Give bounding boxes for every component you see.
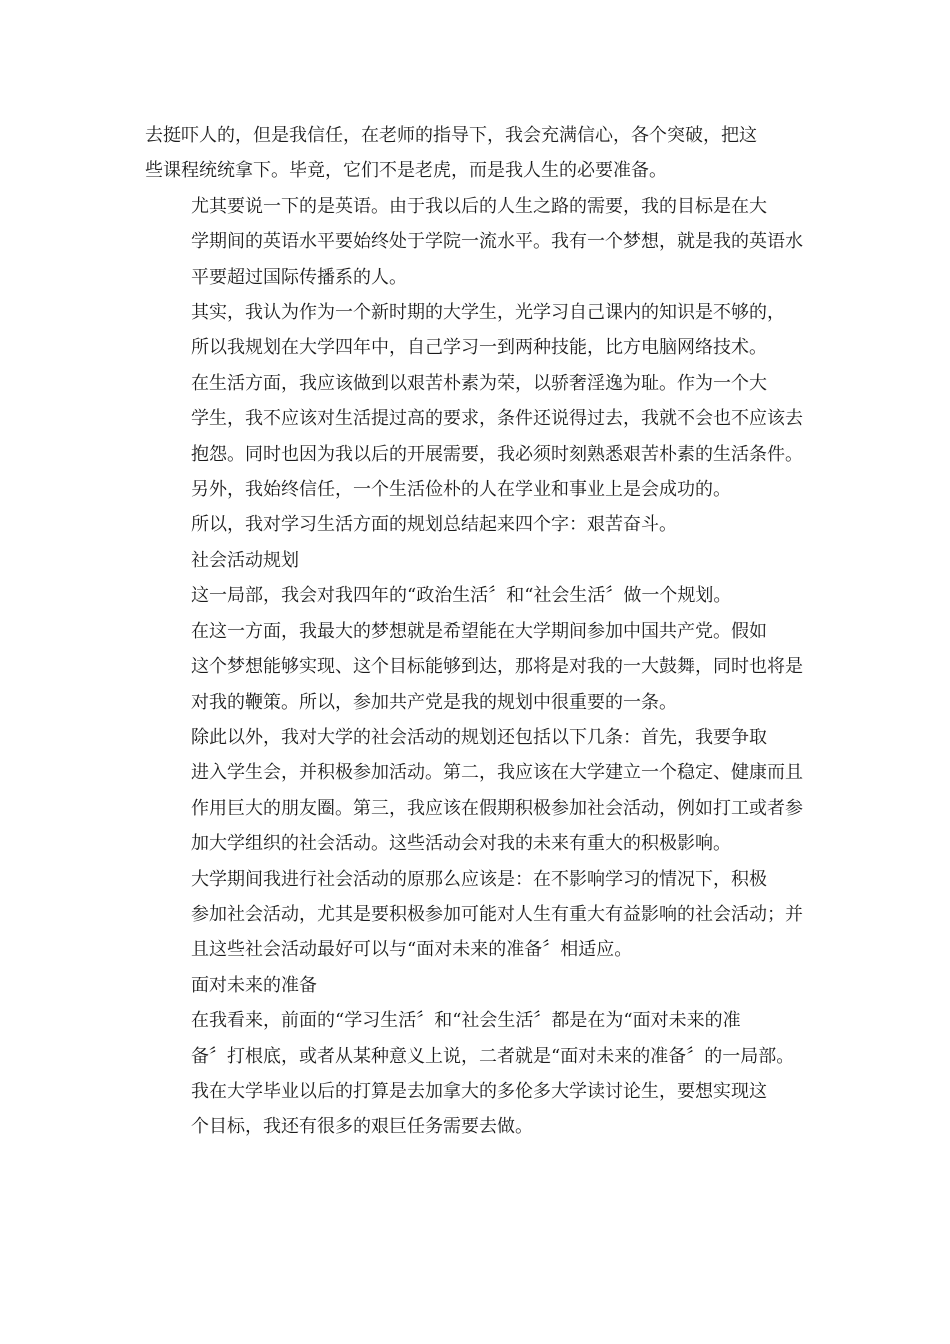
paragraph: [145, 862, 805, 968]
text-line: 加大学组织的社会活动。这些活动会对我的未来有重大的积极影响。: [191, 833, 731, 855]
text-line: 所以，我对学习生活方面的规划总结起来四个字：艰苦奋斗。: [191, 514, 677, 536]
paragraph: [145, 507, 805, 542]
text-line: 在生活方面，我应该做到以艰苦朴素为荣，以骄奢淫逸为耻。作为一个大: [191, 372, 767, 394]
text-line: 学期间的英语水平要始终处于学院一流水平。我有一个梦想，就是我的英语水: [191, 231, 803, 253]
text-line: 参加社会活动，尤其是要积极参加可能对人生有重大有益影响的社会活动；并: [191, 903, 803, 925]
text-line: 在这一方面，我最大的梦想就是希望能在大学期间参加中国共产党。假如: [191, 620, 767, 642]
text-line: 在我看来，前面的“学习生活〞和“社会生活〞都是在为“面对未来的准: [191, 1010, 741, 1032]
text-line: 且这些社会活动最好可以与“面对未来的准备〞相适应。: [191, 939, 633, 961]
text-line: 个目标，我还有很多的艰巨任务需要去做。: [191, 1116, 533, 1138]
text-line: 其实，我认为作为一个新时期的大学生，光学习自己课内的知识是不够的，: [191, 302, 785, 324]
text-line: 对我的鞭策。所以，参加共产党是我的规划中很重要的一条。: [191, 691, 677, 713]
paragraph: [145, 543, 805, 578]
text-line: 备〞打根底，或者从某种意义上说，二者就是“面对未来的准备〞的一局部。: [191, 1045, 795, 1067]
paragraph: [145, 578, 805, 613]
text-line: 尤其要说一下的是英语。由于我以后的人生之路的需要，我的目标是在大: [191, 195, 767, 217]
text-line: 大学期间我进行社会活动的原那么应该是：在不影响学习的情况下，积极: [191, 868, 767, 890]
text-line: 这一局部，我会对我四年的“政治生活〞和“社会生活〞做一个规划。: [191, 585, 732, 607]
paragraph: [145, 614, 805, 720]
text-line: 所以我规划在大学四年中，自己学习一到两种技能，比方电脑网络技术。: [191, 337, 767, 359]
paragraph: [145, 720, 805, 862]
text-line: 学生，我不应该对生活提过高的要求，条件还说得过去，我就不会也不应该去: [191, 408, 803, 430]
text-line: 社会活动规划: [191, 549, 299, 571]
paragraph: [145, 189, 805, 295]
text-line: 这个梦想能够实现、这个目标能够到达，那将是对我的一大鼓舞，同时也将是: [191, 656, 803, 678]
text-line: 除此以外，我对大学的社会活动的规划还包括以下几条：首先，我要争取: [191, 726, 767, 748]
text-line: 我在大学毕业以后的打算是去加拿大的多伦多大学读讨论生，要想实现这: [191, 1080, 767, 1102]
paragraph: [145, 295, 805, 366]
paragraph: [145, 366, 805, 508]
document-body: [145, 118, 805, 1145]
text-line: 抱怨。同时也因为我以后的开展需要，我必须时刻熟悉艰苦朴素的生活条件。: [191, 443, 803, 465]
text-line: 另外，我始终信任，一个生活俭朴的人在学业和事业上是会成功的。: [191, 479, 731, 501]
text-line: 平要超过国际传播系的人。: [191, 266, 407, 288]
paragraph: [145, 118, 805, 189]
text-line: 去挺吓人的，但是我信任，在老师的指导下，我会充满信心，各个突破，把这: [145, 125, 757, 146]
paragraph: [145, 968, 805, 1003]
text-line: 进入学生会，并积极参加活动。第二，我应该在大学建立一个稳定、健康而且: [191, 762, 803, 784]
paragraph: [145, 1003, 805, 1074]
paragraph: [145, 1074, 805, 1145]
text-line: 面对未来的准备: [191, 974, 317, 996]
text-line: 作用巨大的朋友圈。第三，我应该在假期积极参加社会活动，例如打工或者参: [191, 797, 803, 819]
text-line: 些课程统统拿下。毕竟，它们不是老虎，而是我人生的必要准备。: [145, 160, 667, 182]
